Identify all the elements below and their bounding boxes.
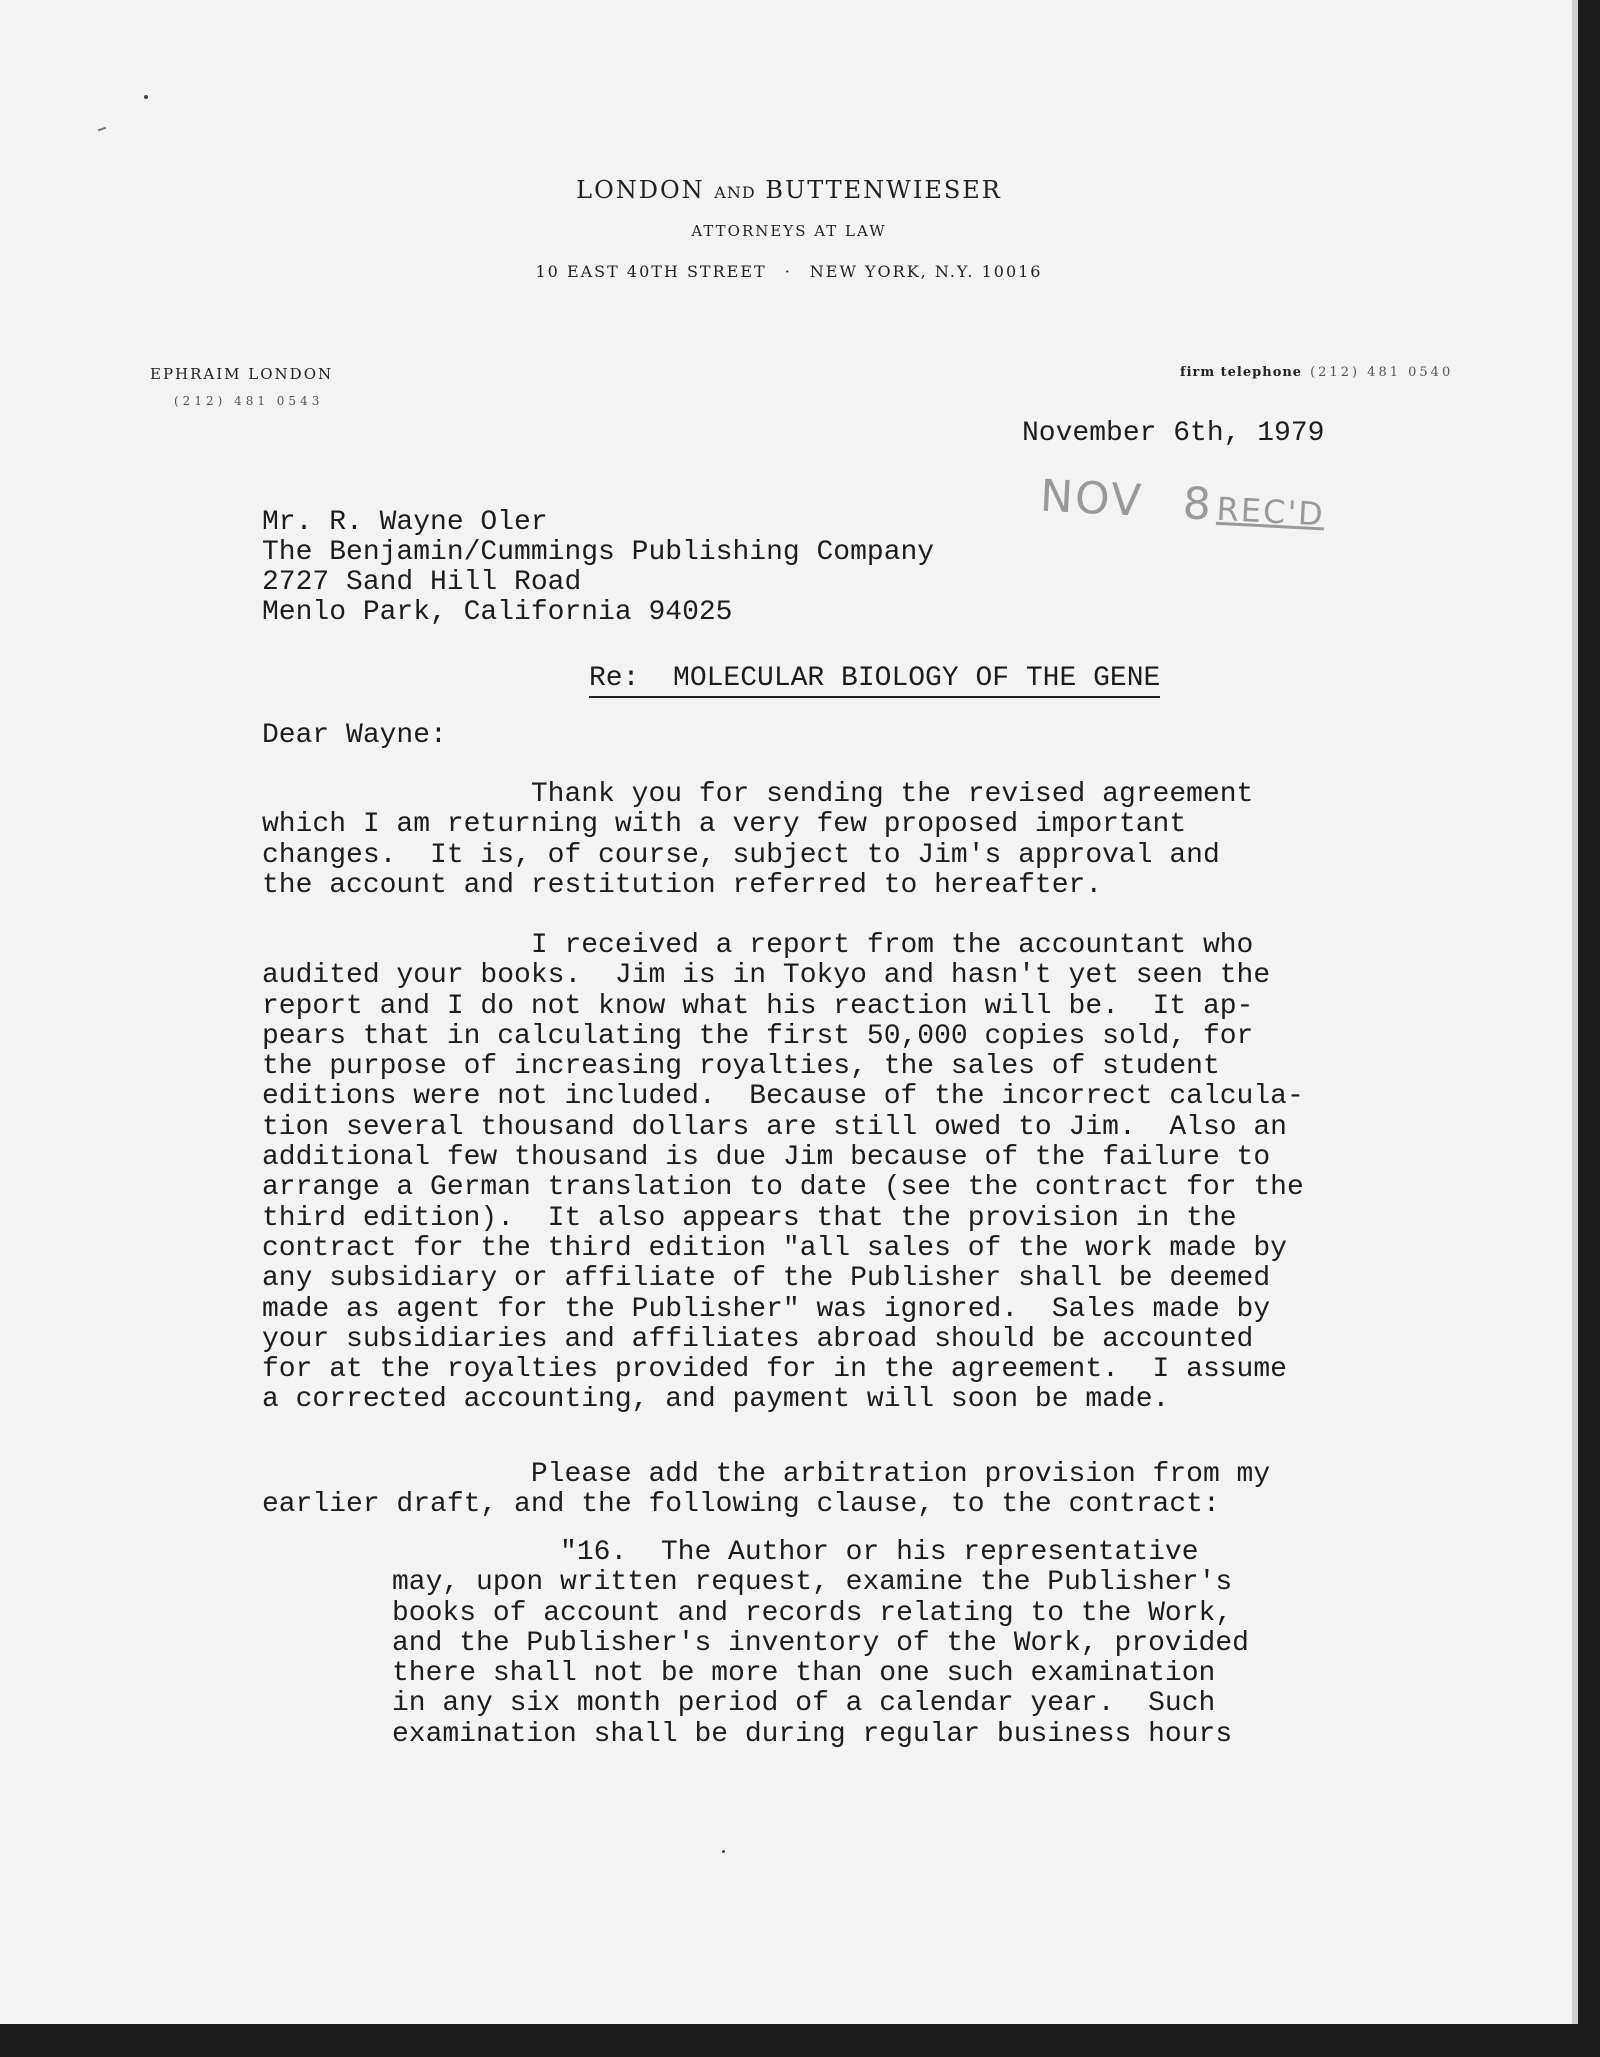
text-line: made as agent for the Publisher" was ignored. Sales made by	[262, 1293, 1271, 1325]
text-line: your subsidiaries and affiliates abroad should be accounted	[262, 1323, 1254, 1355]
paragraph-3	[262, 1460, 1270, 1521]
text-line: Please add the arbitration provision from my	[262, 1459, 1271, 1490]
text-line: tion several thousand dollars are still owed to Jim. Also an	[262, 1111, 1287, 1143]
text-line: for at the royalties provided for in the agreement. I assume	[262, 1354, 1287, 1386]
recipient-line: Menlo Park, California 94025	[262, 597, 733, 628]
firm-address: 10 EAST 40TH STREET · NEW YORK, N.Y. 10016	[535, 262, 1043, 281]
recipient-line: Mr. R. Wayne Oler	[262, 507, 548, 538]
partner-name: EPHRAIM LONDON	[150, 365, 334, 383]
received-stamp: NOV 8REC'D	[1038, 470, 1326, 534]
salutation: Dear Wayne:	[262, 720, 447, 751]
subject-line: Re: MOLECULAR BIOLOGY OF THE GENE	[589, 663, 1160, 698]
text-line: pears that in calculating the first 50,000 copies sold, for	[262, 1020, 1254, 1052]
ink-speck	[722, 1850, 725, 1853]
text-line: audited your books. Jim is in Tokyo and hasn't yet seen the	[262, 960, 1271, 992]
text-line: may, upon written request, examine the Publisher's	[392, 1567, 1233, 1599]
clause-16-quote	[392, 1538, 1249, 1750]
letter-date: November 6th, 1979	[1022, 418, 1325, 449]
firm-name: LONDON AND BUTTENWIESER	[576, 176, 1002, 204]
text-line: earlier draft, and the following clause, to the contract:	[262, 1489, 1220, 1521]
text-line: additional few thousand is due Jim because of the failure to	[262, 1142, 1271, 1174]
ink-mark	[98, 127, 106, 132]
text-line: changes. It is, of course, subject to Jim's approval and	[262, 839, 1220, 871]
text-line: a corrected accounting, and payment will soon be made.	[262, 1384, 1170, 1416]
partner-phone: (212) 481 0543	[174, 394, 324, 408]
text-line: the purpose of increasing royalties, the sales of student	[262, 1051, 1220, 1083]
text-line: there shall not be more than one such examination	[392, 1658, 1216, 1690]
text-line: any subsidiary or affiliate of the Publisher shall be deemed	[262, 1263, 1271, 1295]
text-line: in any six month period of a calendar year. Such	[392, 1688, 1216, 1720]
text-line: third edition). It also appears that the provision in the	[262, 1202, 1237, 1234]
text-line: contract for the third edition "all sales of the work made by	[262, 1232, 1287, 1264]
text-line: examination shall be during regular business hours	[392, 1718, 1233, 1750]
text-line: books of account and records relating to the Work,	[392, 1597, 1233, 1629]
recipient-line: The Benjamin/Cummings Publishing Company	[262, 537, 935, 568]
firm-telephone: firm telephone (212) 481 0540	[1180, 365, 1454, 380]
text-line: I received a report from the accountant who	[262, 930, 1254, 961]
ink-speck	[144, 95, 148, 99]
paragraph-1	[262, 780, 1253, 901]
text-line: the account and restitution referred to hereafter.	[262, 869, 1103, 901]
recipient-line: 2727 Sand Hill Road	[262, 567, 582, 598]
paragraph-2	[262, 931, 1304, 1416]
text-line: which I am returning with a very few proposed important	[262, 809, 1187, 841]
text-line: arrange a German translation to date (see the contract for the	[262, 1172, 1304, 1204]
recipient-address	[262, 508, 934, 628]
text-line: editions were not included. Because of the incorrect calcula-	[262, 1081, 1304, 1113]
text-line: report and I do not know what his reaction will be. It ap-	[262, 990, 1254, 1022]
text-line: and the Publisher's inventory of the Work, provided	[392, 1627, 1249, 1659]
text-line: Thank you for sending the revised agreement	[262, 779, 1254, 810]
firm-subtitle: ATTORNEYS AT LAW	[691, 222, 887, 240]
text-line: "16. The Author or his representative	[392, 1537, 1199, 1568]
